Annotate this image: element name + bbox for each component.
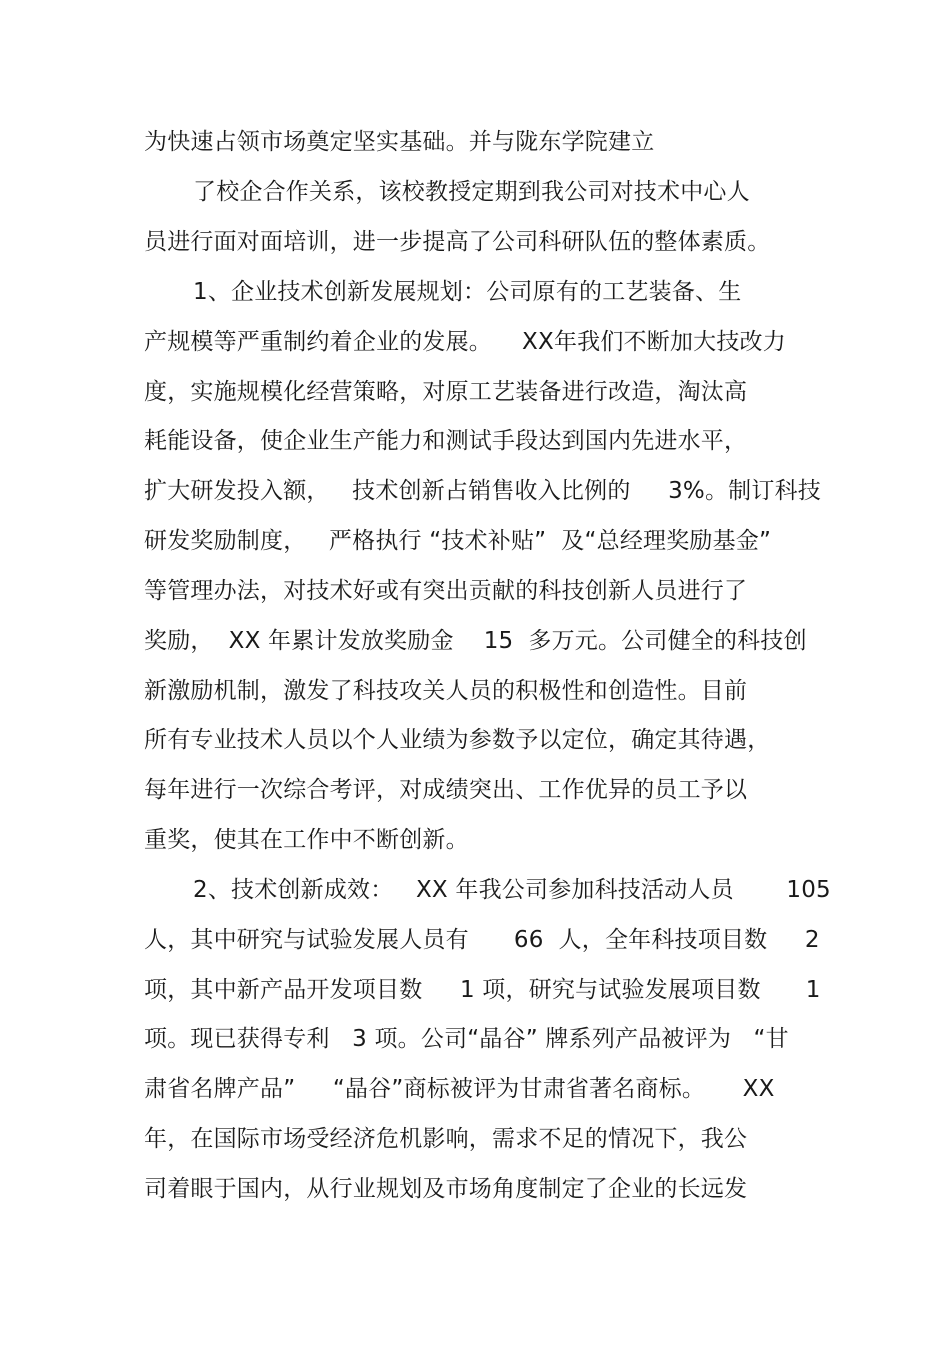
- text-line: 了校企合作关系，该校教授定期到我公司对技术中心人: [193, 179, 750, 205]
- text-line: 重奖，使其在工作中不断创新。: [144, 827, 469, 853]
- text-line: 耗能设备，使企业生产能力和测试手段达到国内先进水平，: [144, 428, 748, 454]
- text-line: 为快速占领市场奠定坚实基础。并与陇东学院建立: [144, 129, 655, 155]
- text-line: 司着眼于国内，从行业规划及市场角度制定了企业的长远发: [144, 1176, 748, 1202]
- text-line: 1、企业技术创新发展规划：公司原有的工艺装备、生: [193, 279, 742, 305]
- text-line: 新激励机制，激发了科技攻关人员的积极性和创造性。目前: [144, 678, 748, 704]
- text-line: 每年进行一次综合考评，对成绩突出、工作优异的员工予以: [144, 777, 748, 803]
- text-line: 人，其中研究与试验发展人员有 66 人，全年科技项目数 2: [144, 927, 820, 953]
- text-line: 2、技术创新成效： XX 年我公司参加科技活动人员 105: [193, 877, 831, 903]
- text-line: 奖励， XX 年累计发放奖励金 15 多万元。公司健全的科技创: [144, 628, 807, 654]
- text-line: 项，其中新产品开发项目数 1 项，研究与试验发展项目数 1: [144, 977, 821, 1003]
- text-line: 研发奖励制度， 严格执行 “技术补贴” 及“总经理奖励基金”: [144, 528, 772, 554]
- text-line: 肃省名牌产品” “晶谷”商标被评为甘肃省著名商标。 XX: [144, 1076, 775, 1102]
- text-line: 产规模等严重制约着企业的发展。 XX年我们不断加大技改力: [144, 329, 786, 355]
- text-line: 员进行面对面培训，进一步提高了公司科研队伍的整体素质。: [144, 229, 771, 255]
- text-line: 项。现已获得专利 3 项。公司“晶谷” 牌系列产品被评为 “甘: [144, 1026, 789, 1052]
- text-line: 扩大研发投入额， 技术创新占销售收入比例的 3%。制订科技: [144, 478, 821, 504]
- text-line: 年，在国际市场受经济危机影响，需求不足的情况下，我公: [144, 1126, 748, 1152]
- text-line: 所有专业技术人员以个人业绩为参数予以定位，确定其待遇，: [144, 727, 771, 753]
- text-line: 度，实施规模化经营策略，对原工艺装备进行改造，淘汰高: [144, 379, 748, 405]
- text-line: 等管理办法，对技术好或有突出贡献的科技创新人员进行了: [144, 578, 748, 604]
